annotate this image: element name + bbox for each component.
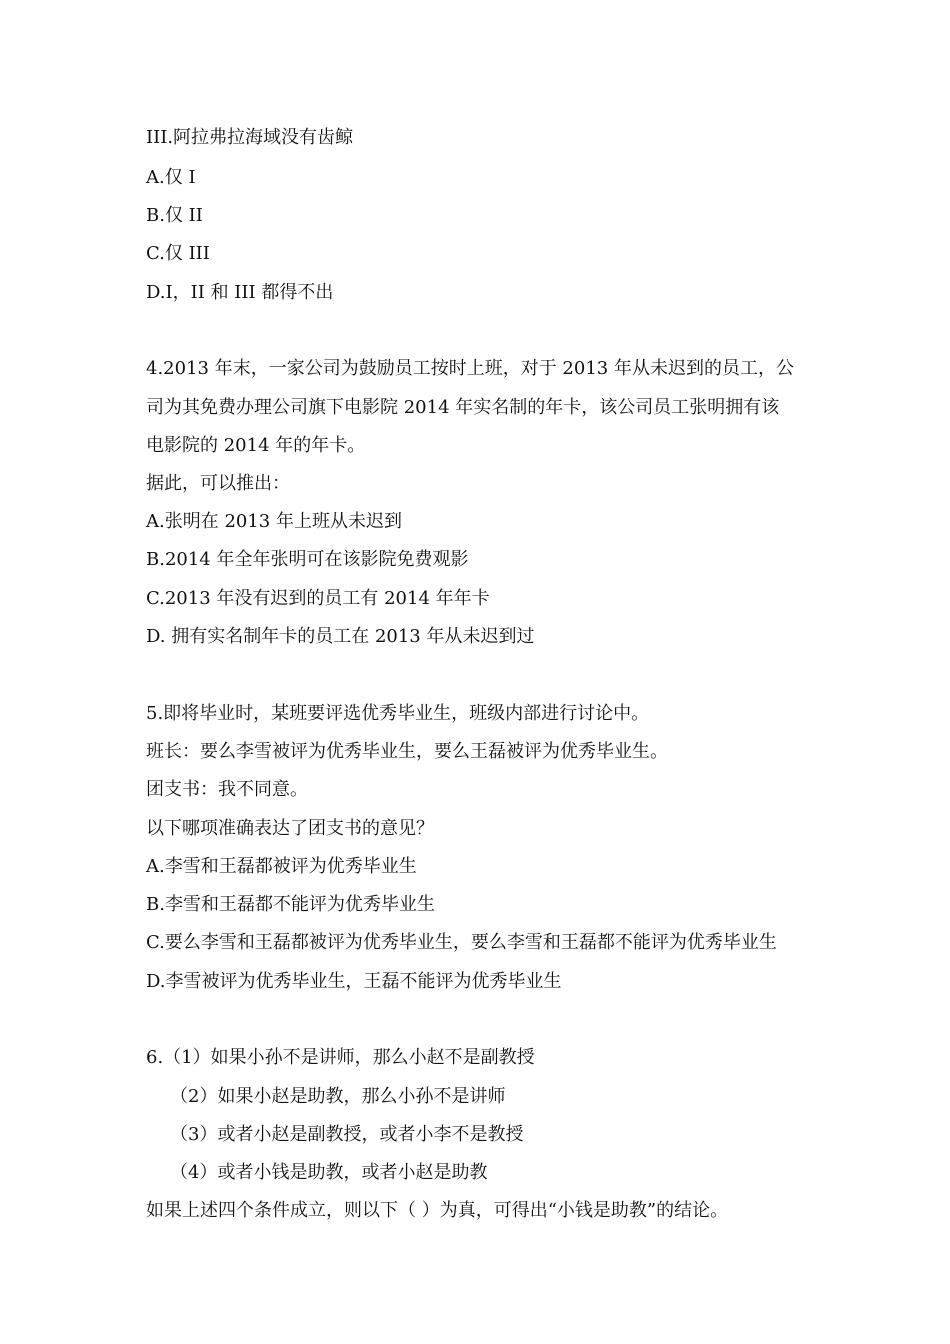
- q3-option-b: B.仅 II: [146, 205, 203, 226]
- q4-option-a: A.张明在 2013 年上班从未迟到: [146, 511, 402, 532]
- q5-stem: 5.即将毕业时，某班要评选优秀毕业生，班级内部进行讨论中。: [146, 703, 650, 724]
- q4-option-c: C.2013 年没有迟到的员工有 2014 年年卡: [146, 588, 490, 609]
- q6-condition-1: 6.（1）如果小孙不是讲师，那么小赵不是副教授: [146, 1047, 535, 1068]
- q5-option-a: A.李雪和王磊都被评为优秀毕业生: [146, 856, 417, 877]
- q5-option-b: B.李雪和王磊都不能评为优秀毕业生: [146, 894, 435, 915]
- q4-option-d: D. 拥有实名制年卡的员工在 2013 年从未迟到过: [146, 626, 535, 647]
- q5-monitor-statement: 班长：要么李雪被评为优秀毕业生，要么王磊被评为优秀毕业生。: [146, 741, 668, 762]
- q3-option-d: D.I，II 和 III 都得不出: [146, 282, 334, 303]
- q5-secretary-statement: 团支书：我不同意。: [146, 779, 308, 800]
- q4-stem-line-1: 4.2013 年末，一家公司为鼓励员工按时上班，对于 2013 年从未迟到的员工，公: [146, 358, 794, 379]
- q6-question: 如果上述四个条件成立，则以下（ ）为真，可得出“小钱是助教”的结论。: [146, 1200, 729, 1221]
- q4-stem-line-3: 电影院的 2014 年的年卡。: [146, 435, 366, 456]
- q6-condition-4: （4）或者小钱是助教，或者小赵是助教: [170, 1162, 488, 1183]
- q6-condition-2: （2）如果小赵是助教，那么小孙不是讲师: [170, 1086, 506, 1107]
- q3-option-c: C.仅 III: [146, 243, 210, 264]
- q5-question: 以下哪项准确表达了团支书的意见？: [146, 818, 434, 839]
- q3-statement-iii: III.阿拉弗拉海域没有齿鲸: [146, 127, 354, 148]
- q5-option-c: C.要么李雪和王磊都被评为优秀毕业生，要么李雪和王磊都不能评为优秀毕业生: [146, 932, 777, 953]
- q5-option-d: D.李雪被评为优秀毕业生，王磊不能评为优秀毕业生: [146, 971, 562, 992]
- q4-prompt: 据此，可以推出：: [146, 473, 290, 494]
- q3-option-a: A.仅 I: [146, 167, 196, 188]
- q4-option-b: B.2014 年全年张明可在该影院免费观影: [146, 549, 469, 570]
- q6-condition-3: （3）或者小赵是副教授，或者小李不是教授: [170, 1124, 524, 1145]
- q4-stem-line-2: 司为其免费办理公司旗下电影院 2014 年实名制的年卡，该公司员工张明拥有该: [146, 397, 780, 418]
